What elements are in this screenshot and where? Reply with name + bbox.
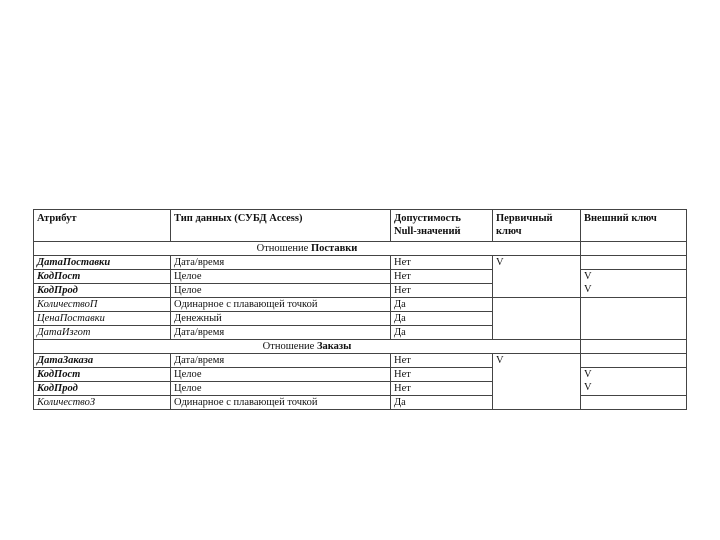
header-nullable-line1: Допустимость [394,213,461,224]
attribute-cell: ДатаПоставки [34,256,171,270]
nullable-cell: Да [391,312,493,326]
table-row [34,396,687,410]
nullable-cell: Нет [391,270,493,284]
fk-cell [581,298,687,340]
nullable-cell: Нет [391,354,493,368]
section-name: Поставки [310,243,358,254]
type-cell: Целое [171,284,391,298]
attribute-cell: КодПост [34,270,171,284]
section-prefix: Отношение [256,243,311,254]
type-cell: Дата/время [171,256,391,270]
attribute-cell: ДатаИзгот [34,326,171,340]
type-cell: Денежный [171,312,391,326]
fk-mark: V [584,284,592,295]
attribute-cell: КоличествоП [34,298,171,312]
fk-cell [581,396,687,410]
fk-mark: V [584,369,592,380]
section-prefix: Отношение [262,341,317,352]
attribute-cell: ЦенаПоставки [34,312,171,326]
header-foreign-key: Внешний ключ [581,210,687,242]
attribute-cell: КодПост [34,368,171,382]
type-cell: Целое [171,382,391,396]
nullable-cell: Нет [391,368,493,382]
table-row [34,298,687,312]
nullable-cell: Нет [391,382,493,396]
nullable-cell: Нет [391,284,493,298]
type-cell: Одинарное с плавающей точкой [171,298,391,312]
attribute-cell: КоличествоЗ [34,396,171,410]
type-cell: Одинарное с плавающей точкой [171,396,391,410]
nullable-cell: Да [391,326,493,340]
fk-mark: V [584,382,592,393]
pk-cell: V [493,256,581,298]
header-attribute: Атрибут [34,210,171,242]
header-data-type: Тип данных (СУБД Access) [171,210,391,242]
section-fk-cell [581,242,687,256]
attribute-cell: КодПрод [34,284,171,298]
table-row [34,368,687,382]
header-nullable [391,210,493,242]
pk-cell [493,298,581,340]
fk-mark: V [584,271,592,282]
header-row [34,210,687,242]
nullable-cell: Да [391,396,493,410]
header-nullable-line2: Null-значений [394,226,461,237]
section-fk-cell [581,340,687,354]
section-row-zakazy [34,340,687,354]
attribute-cell: ДатаЗаказа [34,354,171,368]
type-cell: Целое [171,368,391,382]
header-primary-key-line1: Первичный [496,213,553,224]
header-primary-key [493,210,581,242]
fk-cell [581,368,687,396]
attribute-cell: КодПрод [34,382,171,396]
section-name: Заказы [316,341,352,352]
section-title-zakazy [34,340,581,354]
header-primary-key-line2: ключ [496,226,522,237]
fk-cell [581,270,687,298]
section-row-postavki [34,242,687,256]
type-cell: Дата/время [171,326,391,340]
table-row [34,270,687,284]
nullable-cell: Нет [391,256,493,270]
fk-cell [581,256,687,270]
nullable-cell: Да [391,298,493,312]
fk-cell [581,354,687,368]
type-cell: Дата/время [171,354,391,368]
section-title-postavki [34,242,581,256]
table-row [34,256,687,270]
table-row [34,354,687,368]
attribute-table [33,209,687,410]
type-cell: Целое [171,270,391,284]
pk-cell: V [493,354,581,410]
